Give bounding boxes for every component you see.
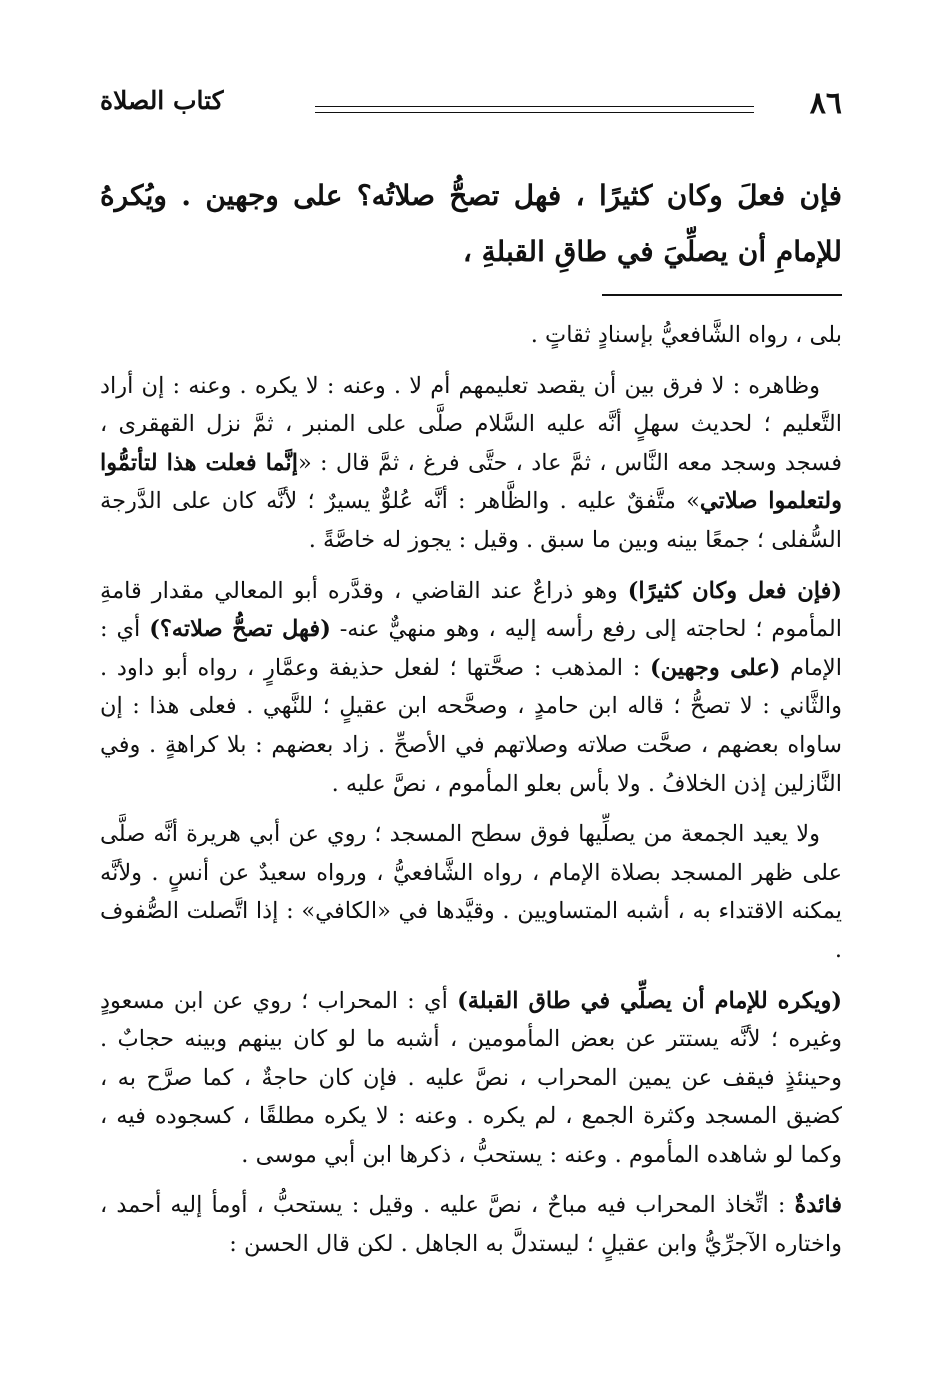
separator-rule bbox=[602, 294, 842, 296]
running-header bbox=[100, 84, 842, 128]
matn-quote: (فهل تصحُّ صلاته؟) bbox=[149, 616, 331, 643]
commentary-text: ولا يعيد الجمعة من يصلِّيها فوق سطح المسجد ؛ روي عن أبي هريرة أنَّه صلَّى على ظهر المسجد بصلاة الإمام ، رواه الشَّافعيُّ ، ورواه سعيدٌ عن أنسٍ . ولأنَّه يمكنه الاقتداء به ، أشبه المتساويين . وقيَّدها في «الكافي» : إذا اتَّصلت الصُّفوف . bbox=[100, 821, 842, 963]
book-title: كتاب الصلاة bbox=[100, 86, 224, 115]
commentary-paragraph-3 bbox=[100, 572, 842, 804]
commentary-paragraph-4 bbox=[100, 815, 842, 969]
commentary-text: وهو ذراعٌ عند القاضي ، وقدَّره أبو المعالي مقدار قامةِ المأموم ؛ لحاجته إلى رفع رأسه إليه ، وهو منهيٌّ عنه- bbox=[100, 577, 843, 643]
matn-quote: (على وجهين) bbox=[650, 654, 781, 681]
commentary-paragraph-5 bbox=[100, 982, 842, 1175]
commentary-paragraph-6 bbox=[100, 1186, 842, 1263]
commentary-paragraph-2 bbox=[100, 367, 842, 560]
commentary-paragraph-1 bbox=[100, 316, 842, 355]
commentary bbox=[100, 316, 842, 1276]
hadith-quote: إنَّما فعلت هذا لتأتمُّوا ولتعلموا صلاتي bbox=[100, 449, 843, 515]
matn-quote: (فإن فعل وكان كثيرًا) bbox=[627, 577, 842, 604]
benefit-label: فائدةٌ bbox=[794, 1192, 842, 1219]
commentary-text: : المذهب : صحَّتها ؛ لفعل حذيفة وعمَّارٍ ، رواه أبو داود . والثَّاني : لا تصحُّ ؛ قاله ابن حامدٍ ، وصحَّحه ابن عقيلٍ ؛ للنَّهي . فعلى هذا : إن ساواه بعضهم ، صحَّت صلاته وصلاتهم في الأصحِّ . زاد بعضهم : بلا كراهةٍ . وفي النَّازلين إذن الخلافُ . ولا بأس بعلو المأموم ، نصَّ عليه . bbox=[100, 654, 843, 797]
commentary-text: أي : المحراب ؛ روي عن ابن مسعودٍ وغيره ؛ لأنَّه يستتر عن بعض المأمومين ، أشبه ما لو كان بينهم وبينه حجابٌ . وحينئذٍ فيقف عن يمين المحراب ، نصَّ عليه . فإن كان حاجةٌ ، كما صرَّح به ، كضيق المسجد وكثرة الجمع ، لم يكره . وعنه : لا يكره مطلقًا ، كسجوده فيه ، وكما لو شاهده المأموم . وعنه : يستحبُّ ، ذكرها ابن أبي موسى . bbox=[100, 987, 842, 1168]
commentary-text: أي : الإمام bbox=[100, 616, 842, 681]
matn-text: فإن فعلَ وكان كثيرًا ، فهل تصحُّ صلاتُه؟ على وجهين . ويُكرهُ للإمامِ أن يصلِّيَ في طاقِ القبلةِ ، bbox=[100, 179, 842, 268]
header-rule bbox=[315, 106, 754, 113]
matn-quote: (ويكره للإمام أن يصلِّي في طاق القبلة) bbox=[457, 987, 842, 1014]
commentary-text: : اتِّخاذ المحراب فيه مباحٌ ، نصَّ عليه . وقيل : يستحبُّ ، أومأ إليه أحمد ، واختاره الآجرِّيُّ وابن عقيلٍ ؛ ليستدلَّ به الجاهل . لكن قال الحسن : bbox=[100, 1192, 842, 1258]
page-number: ٨٦ bbox=[809, 86, 842, 121]
commentary-text: بلى ، رواه الشَّافعيُّ بإسنادٍ ثقاتٍ . bbox=[530, 322, 842, 348]
commentary-text: وظاهره : لا فرق بين أن يقصد تعليمهم أم لا . وعنه : لا يكره . وعنه : إن أراد التَّعليم ؛ لحديث سهلٍ أنَّه عليه السَّلام صلَّى على المنبر ، ثمَّ نزل القهقرى ، فسجد وسجد معه النَّاس ، ثمَّ عاد ، حتَّى فرغ ، ثمَّ قال : « bbox=[100, 372, 842, 476]
commentary-text: » متَّفقٌ عليه . والظَّاهر : أنَّه عُلوٌّ يسيرٌ ؛ لأنَّه كان على الدَّرجة السُّفلى ؛ جمعًا بينه وبين ما سبق . وقيل : يجوز له خاصَّةً . bbox=[100, 488, 842, 553]
